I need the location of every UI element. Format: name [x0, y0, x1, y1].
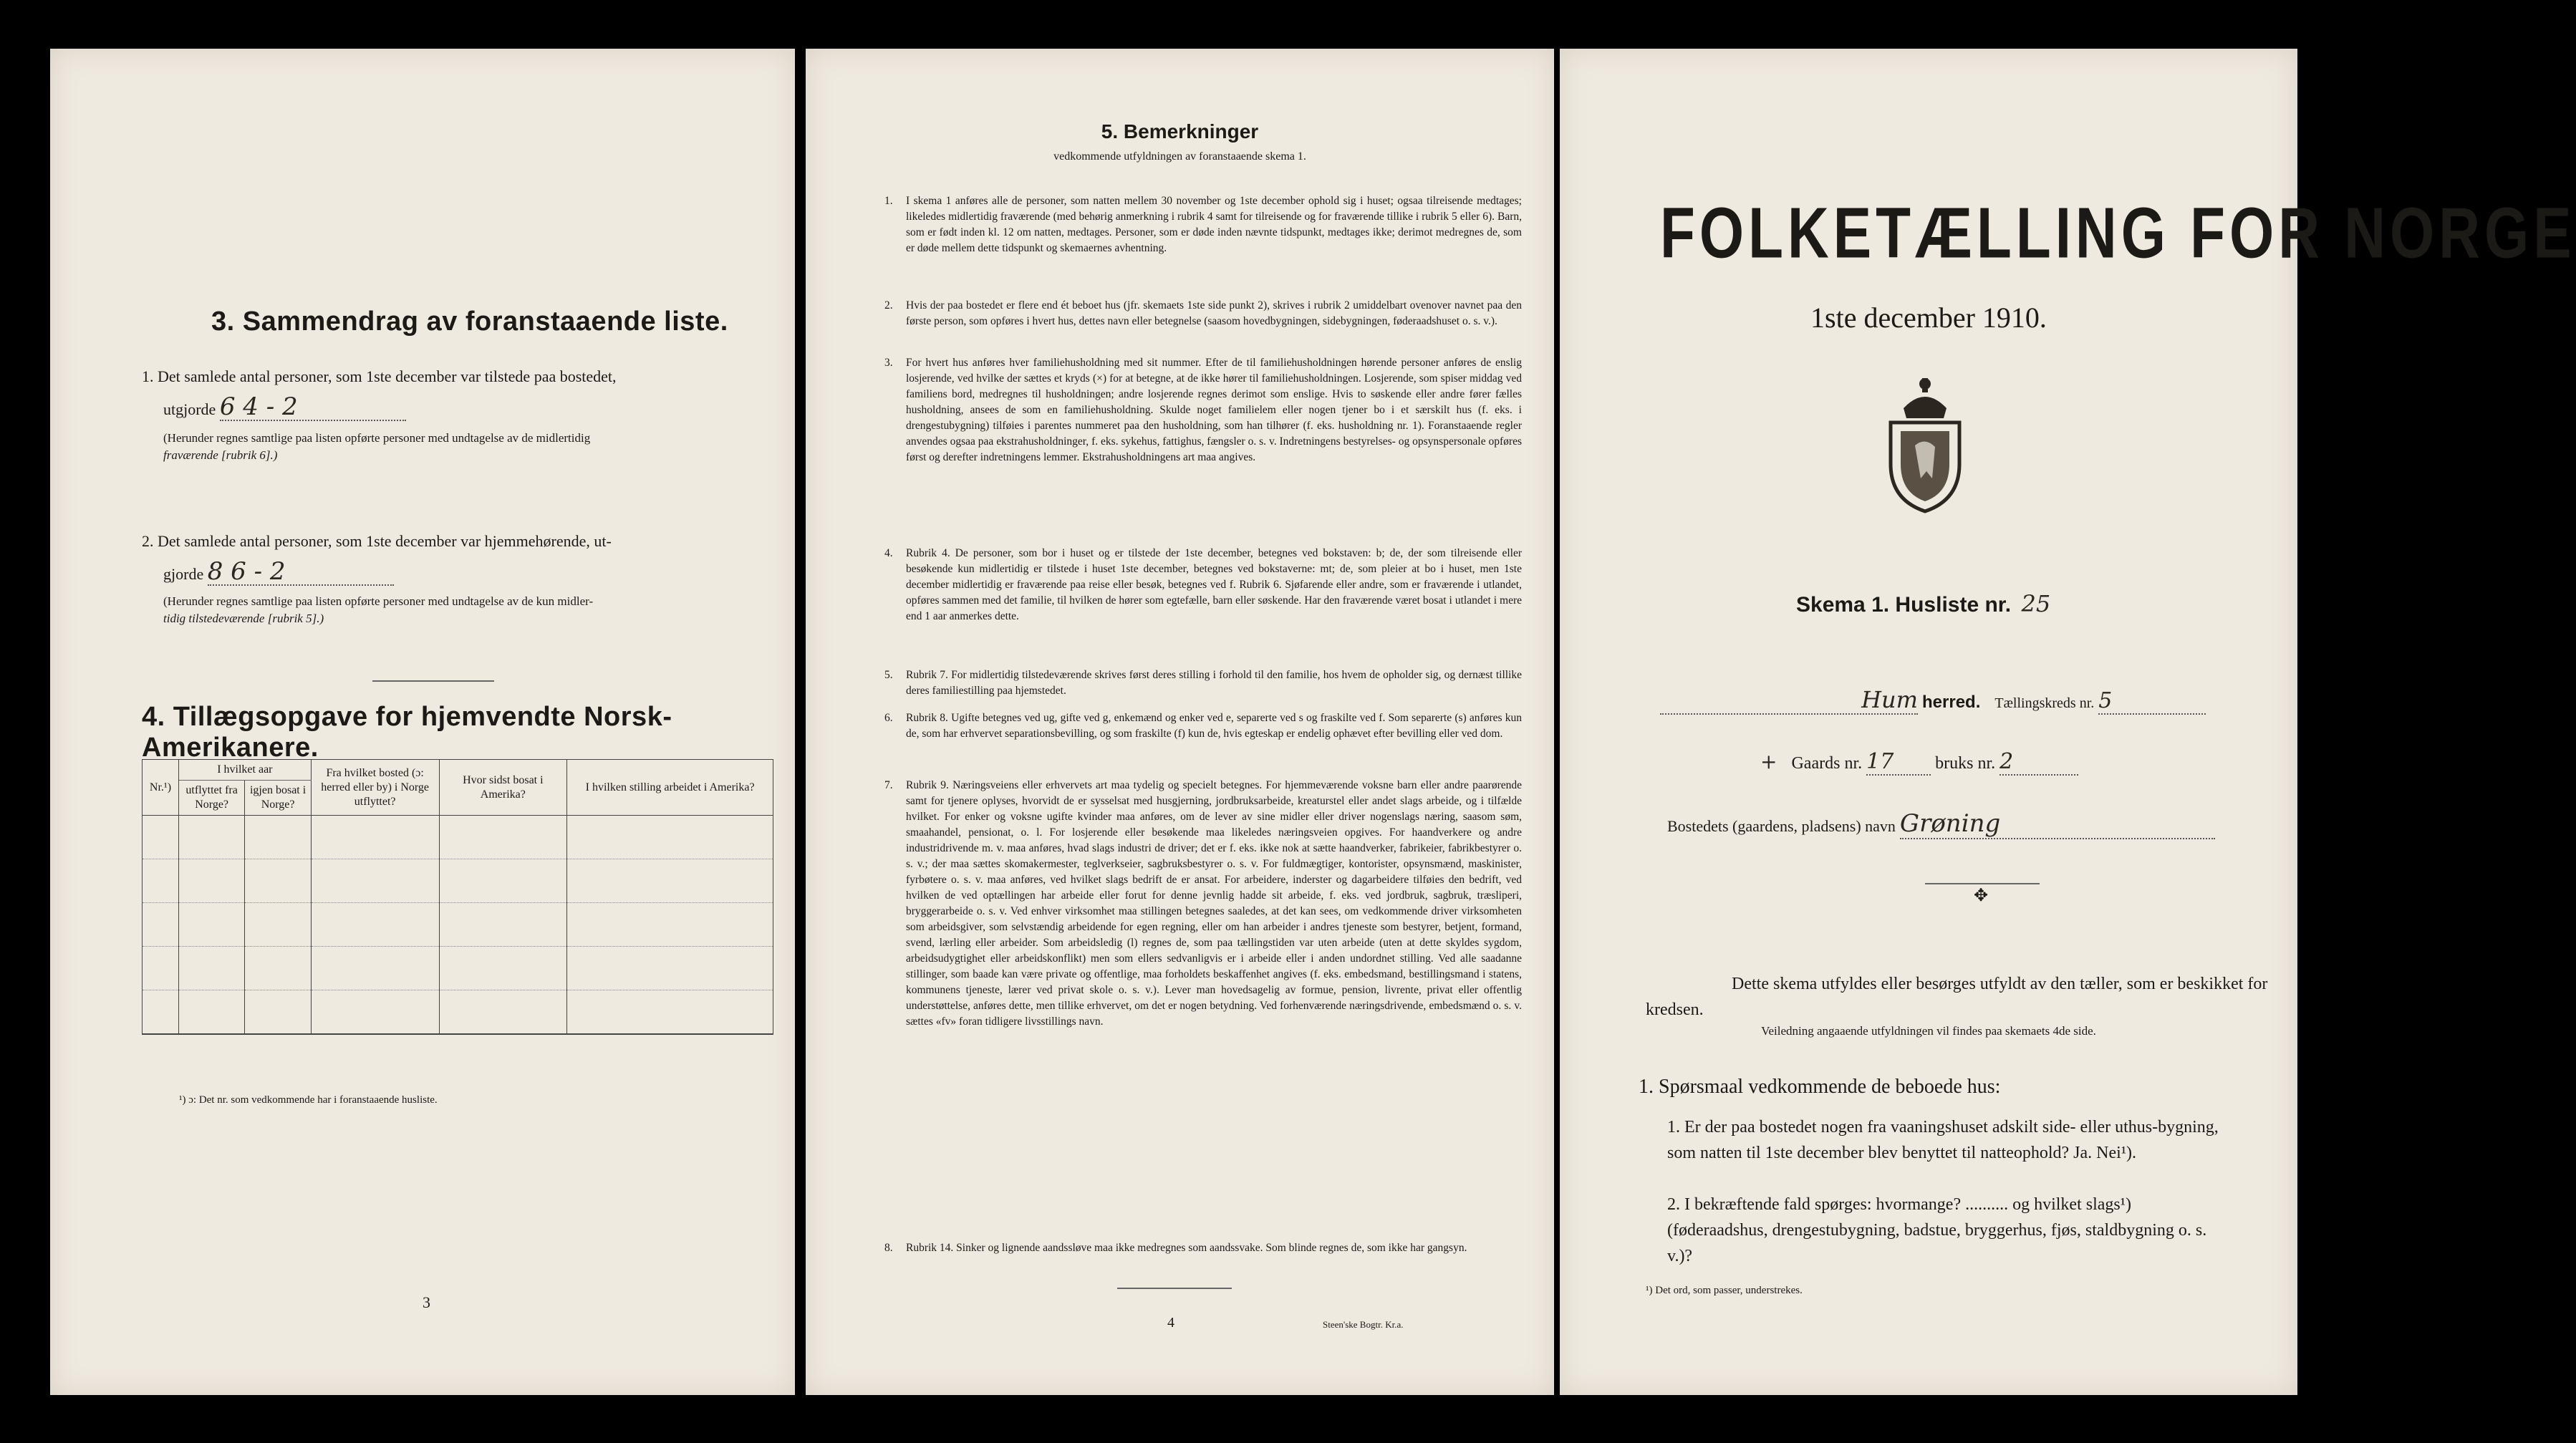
skema-line [1796, 590, 2050, 617]
col-utflyttet: utflyttet fra Norge? [178, 781, 244, 816]
item1-value: 6 4 - 2 [220, 394, 406, 421]
table-row [143, 947, 773, 990]
item2-note-a: (Herunder regnes samtlige paa listen opførte personer med undtagelse av de kun midler- [163, 594, 594, 608]
gaards-value: 17 [1866, 749, 1931, 776]
col-nr: Nr.¹) [143, 760, 179, 816]
item2-prefix: gjorde [163, 565, 204, 583]
table-row [143, 859, 773, 903]
question-1: 1. Er der paa bostedet nogen fra vaaningshuset adskilt side- eller uthus-bygning, som natten til 1ste december blev benyttet til natteophold? Ja. Nei¹). [1667, 1118, 2219, 1162]
ornament-divider [1925, 883, 2040, 884]
gaards-prefix: + [1760, 750, 1777, 773]
col-fra-bosted: Fra hvilket bosted (ɔ: herred eller by) i Norge utflyttet? [311, 760, 439, 816]
remark-item-1: 1. I skema 1 anføres alle de personer, som natten mellem 30 november og 1ste december ophold sig i huset; ogsaa tilreisende medtages; likeledes midlertidig fraværende (med behørig anmerkning i rubrik 4 samt for tilreisende og for fraværende tillike i rubrik 5 eller 6). Barn, som er født inden kl. 12 om natten, medtages. Personer, som er døde inden nævnte tidspunkt, medtages ikke; derimot medregnes de, som er døde mellem dette tidspunkt og skemaernes avhentning. [884, 195, 1522, 254]
item1-line [163, 394, 406, 423]
bosted-label: Bostedets (gaardens, pladsens) navn [1667, 817, 1896, 835]
herred-label: herred. [1922, 692, 1981, 712]
item2-note-b: tidig tilstedeværende [rubrik 5].) [163, 612, 324, 625]
bruks-value: 2 [1999, 749, 2078, 776]
page-number-mid: 4 [1167, 1315, 1174, 1331]
remark-item-3: 3. For hvert hus anføres hver familiehusholdning med sit nummer. Efter de til familiehusholdningen hørende personer anføres de enslig losjerende, ved hvilke der sættes et kryds (×) for at betegne, at de ikke hører til familiehusholdningen. Losjerende, som spiser middag ved familiens bord, medregnes til husholdningen; andre losjerende regnes derimot som enslige. Hvis to søskende eller andre fører fælles husholdning, ansees de som en familiehusholdning. Skulde noget familielem eller nogen tjener bo i et særskilt hus (f. eks. i drengestubygning) tilføies i parentes nummeret paa den husholdning, som han tilhører (f. eks. husholdning nr. 1). Foranstaaende regler anvendes ogsaa paa ekstrahusholdninger, f. eks. sykehus, fattighus, fængsler o. s. v. Indretningens bestyrelses- og opsynspersonale opføres først og derefter indretningens lemmer. Ekstrahusholdningens art maa angives. [884, 357, 1522, 463]
right-footnote: ¹) Det ord, som passer, understrekes. [1646, 1285, 1803, 1296]
item1-text: 1. Det samlede antal personer, som 1ste december var tilstede paa bostedet, [142, 367, 617, 385]
veiledning-text: Veiledning angaaende utfyldningen vil findes paa skemaets 4de side. [1761, 1024, 2096, 1038]
census-title: FOLKETÆLLING FOR NORGE [1660, 193, 2576, 273]
table-row [143, 990, 773, 1035]
bosted-line [1667, 809, 2215, 839]
remark-item-8: 8. Rubrik 14. Sinker og lignende aandssløve maa ikke medregnes som aandssvake. Som blinde regnes de, som ikke har gangsyn. [884, 1242, 1467, 1254]
col-igjen-bosat: igjen bosat i Norge? [245, 781, 311, 816]
item1-prefix: utgjorde [163, 400, 216, 418]
husliste-nr: 25 [2021, 590, 2051, 617]
questions-title: 1. Spørsmaal vedkommende de beboede hus: [1639, 1076, 2001, 1098]
col-bosat-amerika: Hvor sidst bosat i Amerika? [439, 760, 567, 816]
remarks-title: 5. Bemerkninger [1101, 120, 1259, 143]
remark-item-6: 6. Rubrik 8. Ugifte betegnes ved ug, gifte ved g, enkemænd og enker ved e, separerte ved s og fraskilte ved f. Som separerte (s) anføres kun de, som har erhvervet separationsbevilling, og som fraskilte (f) kun de, hvis egteskap er endelig ophævet efter bevilling eller ved dom. [884, 712, 1522, 740]
bosted-value: Grøning [1900, 809, 2215, 839]
item2-text: 2. Det samlede antal personer, som 1ste december var hjemmehørende, ut- [142, 532, 612, 550]
right-page [1560, 49, 2576, 1395]
kreds-value: 5 [2098, 688, 2206, 715]
left-page [50, 49, 795, 1395]
table-row [143, 903, 773, 947]
kreds-label: Tællingskreds nr. [1994, 695, 2095, 711]
gaards-label: Gaards nr. [1791, 754, 1863, 773]
remark-item-4: 4. Rubrik 4. De personer, som bor i huset og er tilstede der 1ste december, betegnes ved bokstaven: b; de, der som tilreisende eller besøkende kun midlertidig er tilstede i huset 1ste december, betegnes ved bokstaverne: mt; de, som pleier at bo i huset, men 1ste december midlertidig er fraværende paa reise eller besøk, betegnes ved f. Rubrik 6. Sjøfarende eller andre, som er fraværende i utlandet, opføres sammen med det familie, til hvilken de hører som egtefælle, barn eller søskende. Har den fraværende været bosat i utlandet i mere end 1 aar anmerkes dette. [884, 547, 1522, 622]
question-2: 2. I bekræftende fald spørges: hvormange? .......... og hvilket slags¹) (føderaadshus, drengestubygning, badstue, bryggerhus, fjøs, staldbygning o. s. v.)? [1667, 1195, 2207, 1265]
col-stilling: I hvilken stilling arbeidet i Amerika? [567, 760, 773, 816]
bruks-label: bruks nr. [1935, 754, 1996, 773]
table-footnote: ¹) ɔ: Det nr. som vedkommende har i foranstaaende husliste. [179, 1094, 438, 1106]
section3-title: 3. Sammendrag av foranstaaende liste. [211, 307, 728, 337]
item1-note-b: fraværende [rubrik 6].) [163, 448, 278, 462]
remarks-subtitle: vedkommende utfyldningen av foranstaaende skema 1. [1053, 150, 1306, 163]
coat-of-arms-icon [1875, 371, 1975, 518]
col-aar-group: I hvilket aar [178, 760, 311, 781]
item2-value: 8 6 - 2 [208, 559, 394, 586]
section-divider [372, 680, 494, 682]
middle-page [806, 49, 1554, 1395]
herred-value: Hum [1660, 686, 1918, 715]
herred-line [1660, 686, 2206, 715]
skema-label: Skema 1. Husliste nr. [1796, 593, 2012, 617]
norsk-amerikanere-table [142, 759, 773, 1035]
ornament-icon: ✥ [1974, 887, 1989, 905]
table-row [143, 816, 773, 859]
page-number-left: 3 [423, 1293, 430, 1311]
item2-line [163, 559, 394, 587]
gaards-line [1760, 749, 2078, 776]
instruction-text: Dette skema utfyldes eller besørges utfyldt av den tæller, som er beskikket for kredsen. [1646, 975, 2268, 1019]
section4-title: 4. Tillægsopgave for hjemvendte Norsk-Amerikanere. [142, 702, 672, 763]
remark-item-7: 7. Rubrik 9. Næringsveiens eller erhvervets art maa tydelig og specielt betegnes. For hjemmeværende voksne barn eller andre paarørende samt for tjenere oplyses, hvorvidt de er sysselsat med husgjerning, jordbruksarbeide, kreaturstel eller andet slags arbeide, og i tilfælde hvilket. For enker og voksne ugifte kvinder maa anføres, om de lever av sine midler eller driver nogenslags næring, saasom søm, smaahandel, pensionat, o. l. For losjerende eller besøkende maa likeledes næringsveien opgives. For haandverkere og andre industridrivende m. v. maa anføres, hvad slags industri de driver; det er f. eks. ikke nok at sætte haandverker, fabrikeier, fabrikbestyrer o. s. v.; der maa sættes skomakermester, teglverkseier, sagbruksbestyrer o. s. v. For fuldmægtiger, kontorister, opsynsmænd, maskinister, fyrbøtere o. s. v. maa anføres, ved hvilket slags bedrift de er ansat. For arbeidere, inderster og dagarbeidere tilføies den bedrift, ved hvilken de ved optællingen har arbeide eller forut for denne jevnlig hadde sit arbeide, f. eks. ved jordbruk, sagbruk, træsliperi, bryggerarbeide o. s. v. Ved enhver virksomhet maa stillingen betegnes saaledes, at det kan sees, om vedkommende driver virksomheten som arbeidsgiver, som selvstændig arbeidende for egen regning, eller om han arbeider i andres tjeneste som bestyrer, betjent, formand, svend, lærling eller arbeider. Som arbeidsledig (l) regnes de, som paa tællingstiden var uten arbeide (uten at dette skyldes sygdom, arbeidsudygtighet eller arbeidskonflikt) men som ellers sedvanligvis er i arbeide eller i anden undordnet stilling. Ved alle saadanne stillinger, som baade kan være private og offentlige, maa forholdets beskaffenhet angives (f. eks. embedsmand, bestillingsmand i statens, kommunens tjeneste, lærer ved privat skole o. s. v.). Lever man hovedsagelig av formue, pension, livrente, privat eller offentlig understøttelse, anføres dette, men tillike erhvervet, om det er nogen betydning. Ved forhenværende næringsdrivende, embedsmænd o. s. v. sættes «fv» foran tidligere livsstillings navn. [884, 779, 1522, 1028]
census-date: 1ste december 1910. [1810, 301, 2047, 334]
remarks-divider [1117, 1288, 1232, 1289]
item1-note-a: (Herunder regnes samtlige paa listen opførte personer med undtagelse av de midlertidig [163, 431, 591, 445]
remark-item-5: 5. Rubrik 7. For midlertidig tilstedeværende skrives først deres stilling i forhold til den familie, hos hvem de opholder sig, og dernæst tillike deres familiestilling paa hjemstedet. [884, 669, 1522, 697]
remark-item-2: 2. Hvis der paa bostedet er flere end ét beboet hus (jfr. skemaets 1ste side punkt 2), skrives i rubrik 2 umiddelbart ovenover navnet paa den første person, som opføres i hvert hus, dettes navn eller betegnelse (saasom hovedbygningen, sidebygningen, føderaadshuset o. s. v.). [884, 299, 1522, 327]
printer-mark: Steen'ske Bogtr. Kr.a. [1323, 1319, 1404, 1330]
